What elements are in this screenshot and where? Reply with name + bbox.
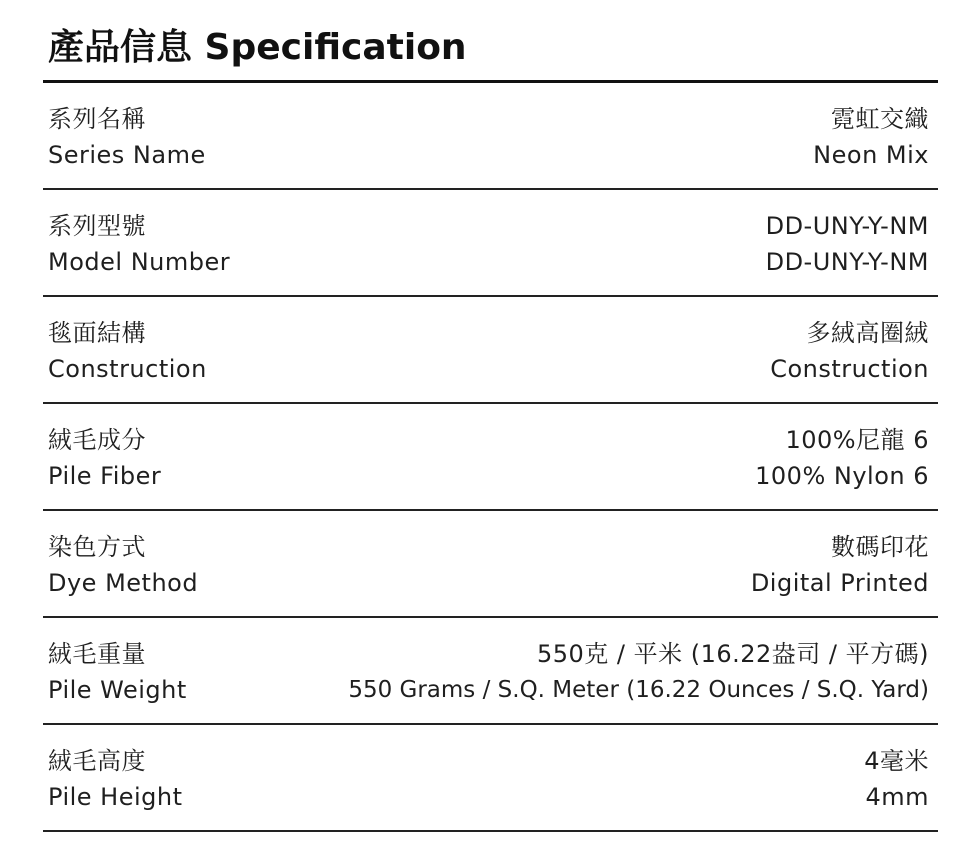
spec-value-zh: 100%尼龍 6 bbox=[785, 426, 929, 454]
spec-value-zh: 多絨高圈絨 bbox=[806, 319, 929, 347]
spec-row-construction bbox=[43, 297, 938, 404]
spec-label-en: Construction bbox=[48, 355, 207, 383]
spec-label-en: Series Name bbox=[48, 141, 206, 169]
spec-label-zh: 絨毛重量 bbox=[48, 640, 146, 668]
spec-label-zh: 系列名稱 bbox=[48, 105, 146, 133]
spec-value-zh: 數碼印花 bbox=[831, 533, 929, 561]
spec-value-zh: 霓虹交織 bbox=[831, 105, 929, 133]
spec-row-series-name bbox=[43, 83, 938, 190]
page-title: 產品信息 Specification bbox=[48, 27, 467, 68]
spec-label-zh: 絨毛成分 bbox=[48, 426, 146, 454]
spec-label-zh: 系列型號 bbox=[48, 212, 146, 240]
spec-label-en: Dye Method bbox=[48, 569, 199, 597]
spec-row-pile-fiber bbox=[43, 404, 938, 511]
spec-row-pile-height bbox=[43, 725, 938, 832]
spec-value-zh: 550克 / 平米 (16.22盎司 / 平方碼) bbox=[536, 640, 929, 668]
spec-value-zh: DD-UNY-Y-NM bbox=[765, 212, 929, 240]
spec-label-en: Model Number bbox=[48, 248, 231, 276]
spec-value-zh: 4毫米 bbox=[864, 747, 929, 775]
spec-label-en: Pile Fiber bbox=[48, 462, 162, 490]
spec-label-en: Pile Weight bbox=[48, 676, 187, 704]
spec-label-en: Pile Height bbox=[48, 783, 183, 811]
spec-label-zh: 毯面結構 bbox=[48, 319, 146, 347]
spec-value-en: Construction bbox=[770, 355, 929, 383]
spec-value-en: 550 Grams / S.Q. Meter (16.22 Ounces / S.Q. Yard) bbox=[348, 677, 929, 703]
spec-row-model-number bbox=[43, 190, 938, 297]
spec-value-en: Neon Mix bbox=[813, 141, 929, 169]
spec-label-zh: 染色方式 bbox=[48, 533, 146, 561]
spec-label-zh: 絨毛高度 bbox=[48, 747, 146, 775]
spec-row-pile-weight bbox=[43, 618, 938, 725]
spec-value-en: Digital Printed bbox=[750, 569, 929, 597]
spec-value-en: DD-UNY-Y-NM bbox=[765, 248, 929, 276]
spec-table bbox=[43, 83, 938, 832]
spec-row-dye-method bbox=[43, 511, 938, 618]
spec-value-en: 100% Nylon 6 bbox=[755, 462, 929, 490]
spec-value-en: 4mm bbox=[865, 783, 929, 811]
